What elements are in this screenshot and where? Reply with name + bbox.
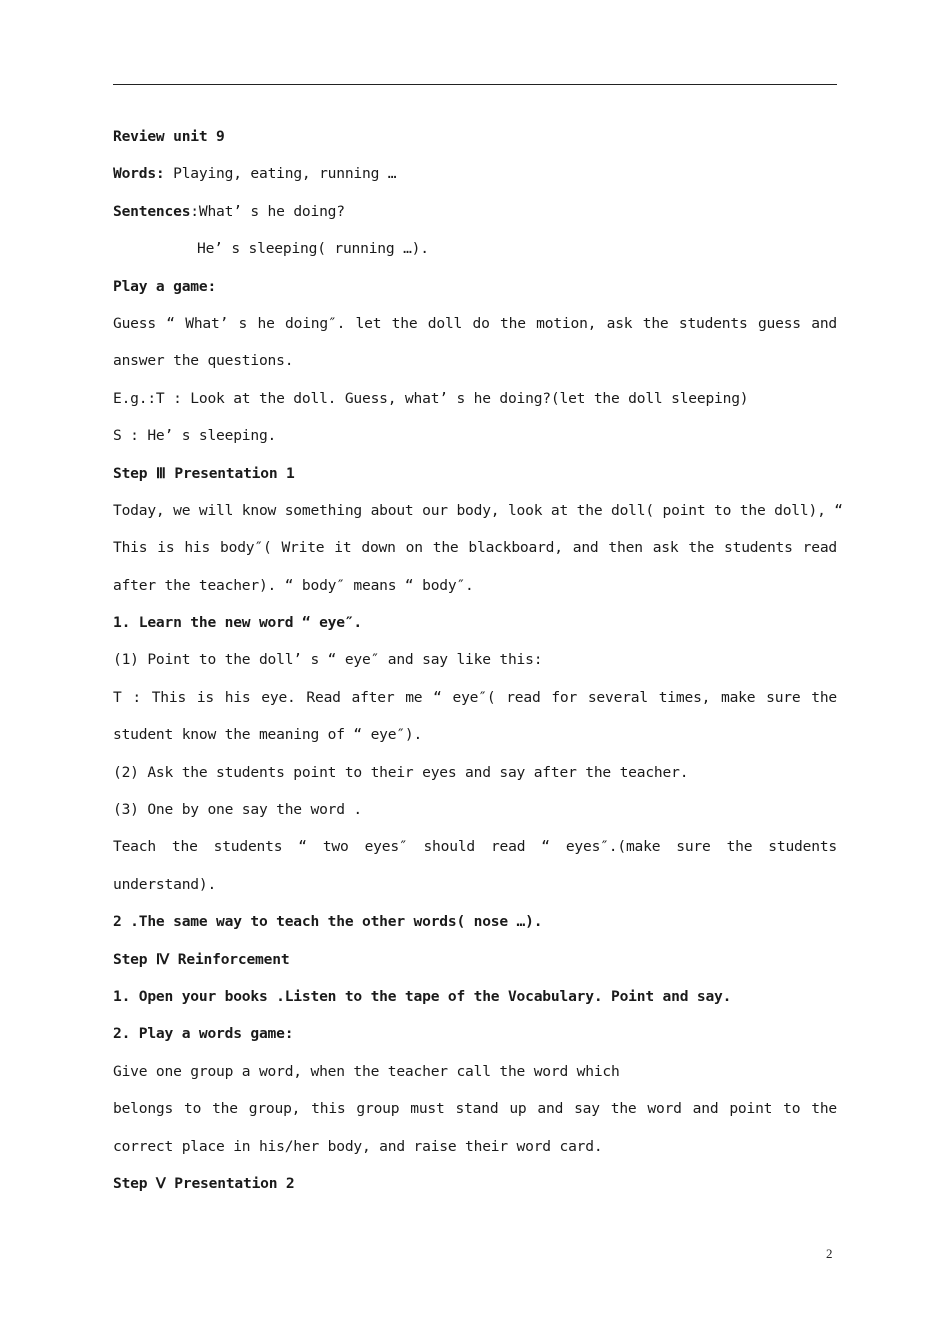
text-line: Step Ⅳ Reinforcement [113,950,290,968]
line-label: Sentences [113,202,191,220]
text-line [113,193,837,230]
text-line: 2 .The same way to teach the other words( nose …). [113,913,543,931]
header-rule [113,84,837,85]
text-line: Teach the students “ two eyes″ should read “ eyes″.(make sure the students [113,838,837,856]
text-line: student know the meaning of “ eye″). [113,726,423,744]
text-line: belongs to the group, this group must stand up and say the word and point to the [113,1100,837,1118]
text-line: (1) Point to the doll’ s “ eye″ and say like this: [113,651,543,669]
text-line: S : He’ s sleeping. [113,427,277,445]
text-line: E.g.:T : Look at the doll. Guess, what’ s he doing?(let the doll sleeping) [113,389,749,407]
text-line: He’ s sleeping( running …). [197,240,429,258]
text-line: Guess “ What’ s he doing″. let the doll do the motion, ask the students guess and [113,314,837,332]
text-line: (3) One by one say the word . [113,801,362,819]
text-line [113,155,837,192]
page-number: 2 [826,1246,833,1261]
text-line: T : This is his eye. Read after me “ eye″( read for several times, make sure the [113,688,837,706]
line-text: :What’ s he doing? [190,202,345,220]
text-line: after the teacher). “ body″ means “ body″. [113,576,474,594]
text-line: Play a game: [113,277,217,295]
text-line: Review unit 9 [113,128,225,145]
text-line: (2) Ask the students point to their eyes and say after the teacher. [113,763,689,781]
text-line: Step Ⅲ Presentation 1 [113,464,295,482]
text-line: Give one group a word, when the teacher call the word which [113,1062,620,1080]
text-line: This is his body″( Write it down on the blackboard, and then ask the students read [113,539,837,557]
text-line: 2. Play a words game: [113,1025,294,1043]
text-line: 1. Open your books .Listen to the tape of the Vocabulary. Point and say. [113,987,732,1005]
text-line: Step Ⅴ Presentation 2 [113,1174,295,1192]
line-label: Words: [113,165,165,183]
text-line: correct place in his/her body, and raise their word card. [113,1137,603,1155]
text-line: understand). [113,875,217,893]
document-body [113,118,843,1202]
text-line: answer the questions. [113,352,294,370]
line-text: Playing, eating, running … [164,165,397,183]
text-line: Today, we will know something about our body, look at the doll( point to the doll), “ [113,501,843,519]
text-line: 1. Learn the new word “ eye″. [113,614,362,632]
